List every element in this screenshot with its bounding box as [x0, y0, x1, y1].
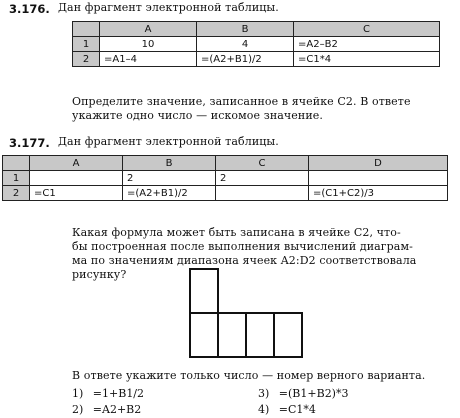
problem-3-177-number: 3.177. — [9, 136, 50, 150]
cell-a2: =A1–4 — [100, 52, 197, 67]
cell-a1: 10 — [100, 37, 197, 52]
block-diagram — [180, 268, 310, 360]
spreadsheet-3-177 — [2, 155, 448, 201]
cell-d2: =(C1+C2)/3 — [309, 186, 448, 201]
problem-3-177-title: Дан фрагмент электронной таблицы. — [58, 135, 279, 148]
diagram-block — [190, 269, 218, 313]
column-header-c: C — [294, 22, 440, 37]
table-row — [73, 37, 440, 52]
cell-c2 — [216, 186, 309, 201]
problem-3-177-question-line-4: рисунку? — [72, 268, 127, 281]
answer-option-formula: =(B1+B2)*3 — [278, 387, 349, 400]
column-header-a: A — [30, 156, 123, 171]
problem-3-177-question-line-3: ма по значениям диапазона ячеек A2:D2 соответствовала — [72, 254, 417, 267]
table-row — [3, 171, 448, 186]
problem-3-176-title: Дан фрагмент электронной таблицы. — [58, 1, 279, 14]
cell-a1 — [30, 171, 123, 186]
column-header-b: B — [123, 156, 216, 171]
column-header-d: D — [309, 156, 448, 171]
answer-option-formula: =C1*4 — [278, 403, 316, 416]
spreadsheet-3-176 — [72, 21, 440, 67]
diagram-block — [246, 313, 274, 357]
corner-cell — [3, 156, 30, 171]
diagram-block — [190, 313, 218, 357]
cell-b2: =(A2+B1)/2 — [123, 186, 216, 201]
answer-option-label: 4) — [258, 403, 270, 416]
column-header-c: C — [216, 156, 309, 171]
answer-option-label: 2) — [72, 403, 84, 416]
answer-option-formula: =1+B1/2 — [92, 387, 145, 400]
row-header-2: 2 — [73, 52, 100, 67]
corner-cell — [73, 22, 100, 37]
cell-c2: =C1*4 — [294, 52, 440, 67]
problem-3-177-question-line-1: Какая формула может быть записана в ячейке C2, что- — [72, 226, 401, 239]
column-header-row — [3, 156, 448, 171]
diagram-block — [218, 313, 246, 357]
row-header-1: 1 — [3, 171, 30, 186]
problem-3-176-question-line-1: Определите значение, записанное в ячейке C2. В ответе — [72, 95, 411, 108]
problem-3-176-question-line-2: укажите одно число — искомое значение. — [72, 109, 323, 122]
column-header-a: A — [100, 22, 197, 37]
answer-option-3[interactable] — [258, 386, 348, 402]
table-row — [73, 52, 440, 67]
answer-option-label: 3) — [258, 387, 270, 400]
problem-3-176-number: 3.176. — [9, 2, 50, 16]
answer-option-4[interactable] — [258, 402, 316, 418]
cell-d1 — [309, 171, 448, 186]
problem-3-177-instruction: В ответе укажите только число — номер верного варианта. — [72, 369, 426, 382]
cell-b1: 2 — [123, 171, 216, 186]
cell-b2: =(A2+B1)/2 — [197, 52, 294, 67]
table-row — [3, 186, 448, 201]
column-header-row — [73, 22, 440, 37]
cell-c1: 2 — [216, 171, 309, 186]
column-header-b: B — [197, 22, 294, 37]
answer-option-formula: =A2+B2 — [92, 403, 142, 416]
cell-a2: =C1 — [30, 186, 123, 201]
row-header-1: 1 — [73, 37, 100, 52]
answer-option-label: 1) — [72, 387, 84, 400]
answer-option-1[interactable] — [72, 386, 144, 402]
answer-option-2[interactable] — [72, 402, 141, 418]
cell-c1: =A2–B2 — [294, 37, 440, 52]
row-header-2: 2 — [3, 186, 30, 201]
diagram-block — [274, 313, 302, 357]
cell-b1: 4 — [197, 37, 294, 52]
problem-3-177-question-line-2: бы построенная после выполнения вычислений диаграм- — [72, 240, 413, 253]
